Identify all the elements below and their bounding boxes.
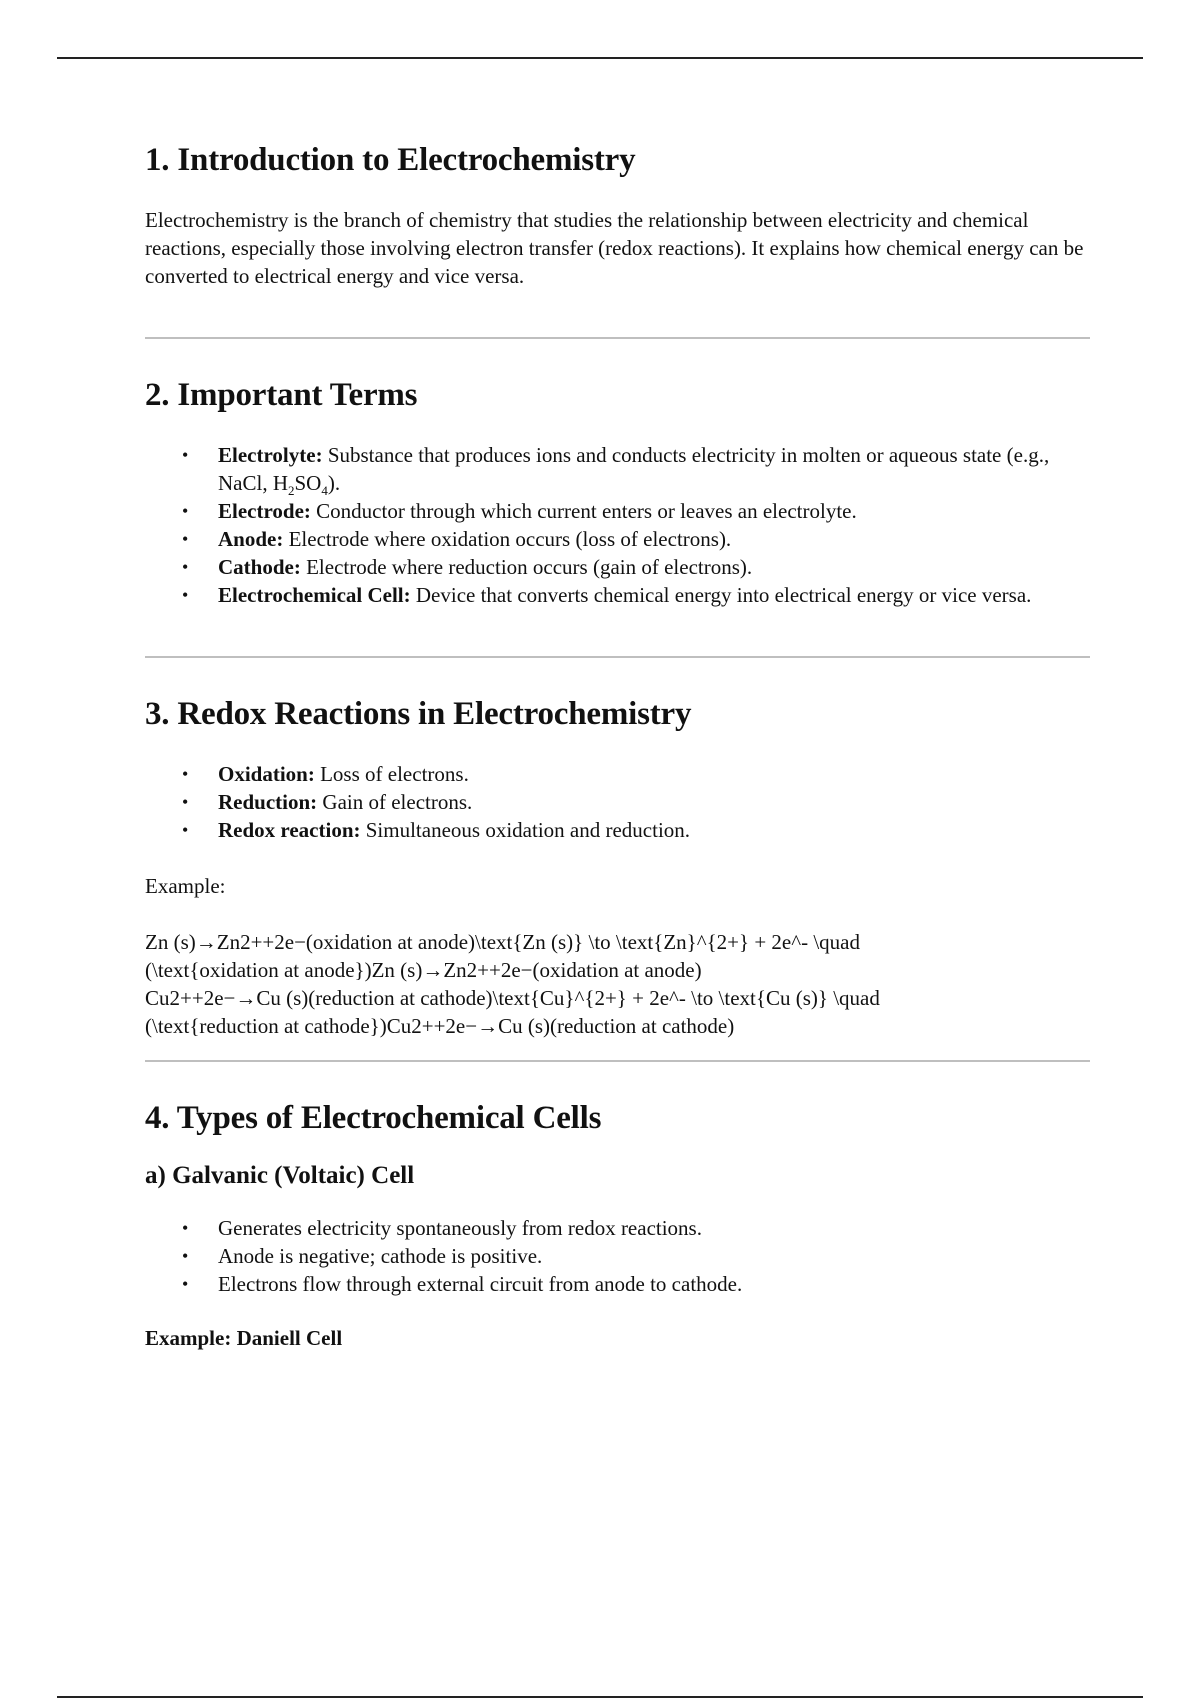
list-item <box>218 525 1090 553</box>
section-1-heading: 1. Introduction to Electrochemistry <box>145 142 636 178</box>
term-definition: Gain of electrons. <box>317 790 473 814</box>
section-divider <box>145 337 1090 339</box>
term-definition: Electrode where oxidation occurs (loss of electrons). <box>283 527 732 551</box>
term-definition: Conductor through which current enters or leaves an electrolyte. <box>310 499 857 523</box>
term-label: Electrolyte: <box>218 443 323 467</box>
list-item <box>218 497 1090 525</box>
term-label: Redox reaction: <box>218 818 361 842</box>
list-item <box>218 581 1090 609</box>
term-definition: Electrode where reduction occurs (gain of electrons). <box>300 555 753 579</box>
section-1-paragraph: Electrochemistry is the branch of chemistry that studies the relationship between electricity and chemical reactions, especially those involving electron transfer (redox reactions). It explains how chemical energy can be converted to electrical energy and vice versa. <box>145 208 1084 288</box>
equation-line: Zn (s)→Zn2++2e−(oxidation at anode)\text{Zn (s)} \to \text{Zn}^{2+} + 2e^- \quad <box>145 930 860 954</box>
term-label: Anode: <box>218 527 284 551</box>
example-heading: Example: Daniell Cell <box>145 1326 343 1350</box>
term-definition: SO <box>294 471 322 495</box>
subscript: 2 <box>288 483 295 499</box>
term-label: Reduction: <box>218 790 318 814</box>
list-item <box>218 553 1090 581</box>
list-item <box>218 441 1090 497</box>
term-definition: Device that converts chemical energy into electrical energy or vice versa. <box>410 583 1032 607</box>
term-definition: Substance that produces ions and conducts electricity in molten or aqueous state (e.g., NaCl, H <box>218 443 1050 495</box>
list-item: • Generates electricity spontaneously from redox reactions. <box>218 1214 1090 1242</box>
equation-line: (\text{oxidation at anode})Zn (s)→Zn2++2e−(oxidation at anode) <box>145 958 702 982</box>
important-terms-list <box>145 441 1090 609</box>
term-definition: Simultaneous oxidation and reduction. <box>360 818 691 842</box>
section-3-heading: 3. Redox Reactions in Electrochemistry <box>145 696 692 732</box>
list-item <box>218 788 1090 816</box>
section-divider <box>145 1060 1090 1062</box>
term-label: Electrochemical Cell: <box>218 583 411 607</box>
page-top-rule <box>57 57 1143 59</box>
document-body <box>145 140 1090 1352</box>
term-label: Cathode: <box>218 555 301 579</box>
example-label: Example: <box>145 874 226 898</box>
term-definition: Loss of electrons. <box>314 762 469 786</box>
term-definition: ). <box>327 471 341 495</box>
list-item: • Electrons flow through external circuit from anode to cathode. <box>218 1270 1090 1298</box>
term-label: Oxidation: <box>218 762 315 786</box>
equation-block <box>145 928 1090 1040</box>
galvanic-cell-list <box>145 1214 1090 1298</box>
section-divider <box>145 656 1090 658</box>
redox-terms-list <box>145 760 1090 844</box>
equation-line: Cu2++2e−→Cu (s)(reduction at cathode)\text{Cu}^{2+} + 2e^- \to \text{Cu (s)} \quad <box>145 986 880 1010</box>
section-2-heading: 2. Important Terms <box>145 377 418 413</box>
list-item: • Anode is negative; cathode is positive. <box>218 1242 1090 1270</box>
subscript: 4 <box>321 483 328 499</box>
list-item <box>218 816 1090 844</box>
list-item <box>218 760 1090 788</box>
term-label: Electrode: <box>218 499 311 523</box>
section-4-heading: 4. Types of Electrochemical Cells <box>145 1100 602 1136</box>
section-4-subheading: a) Galvanic (Voltaic) Cell <box>145 1162 415 1189</box>
page-bottom-rule <box>57 1696 1143 1698</box>
equation-line: (\text{reduction at cathode})Cu2++2e−→Cu (s)(reduction at cathode) <box>145 1014 735 1038</box>
